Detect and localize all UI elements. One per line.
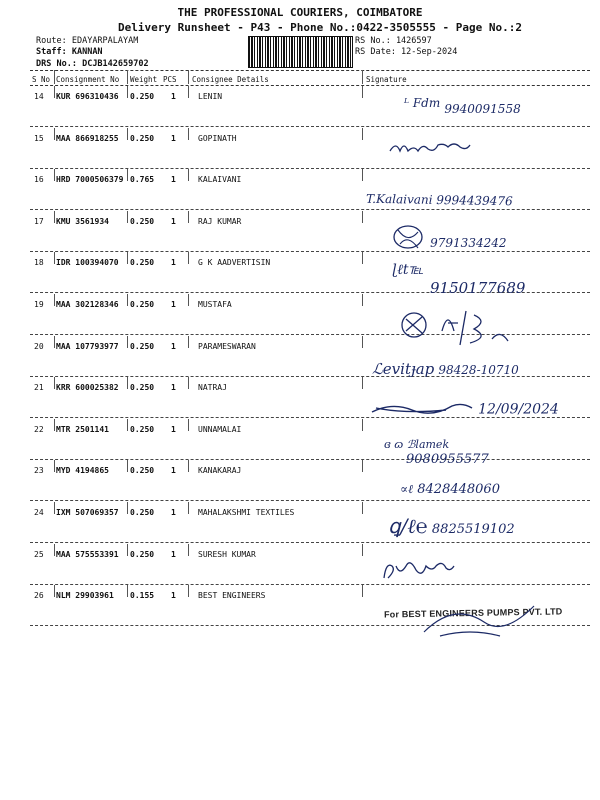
row-consignment-no: KRR 600025382 — [56, 383, 119, 393]
staff-line — [36, 47, 103, 57]
row-divider — [188, 377, 189, 389]
row-weight: 0.155 — [130, 591, 155, 601]
row-consignment-no: KUR 696310436 — [56, 92, 119, 101]
row-pcs: 1 — [171, 216, 176, 226]
col-divider — [54, 70, 55, 84]
row-weight: 0.250 — [130, 341, 155, 351]
row-divider — [127, 544, 128, 556]
row-consignee: NATRAJ — [198, 383, 227, 393]
date-natraj: 12/09/2024 — [478, 401, 559, 418]
signature-natraj — [370, 400, 559, 420]
row-divider — [54, 211, 55, 223]
row-divider — [127, 252, 128, 264]
row-divider — [362, 377, 363, 389]
phone-gk-aadvertisin: 9150177689 — [430, 279, 526, 297]
row-divider — [362, 86, 363, 98]
row-sno: 26 — [34, 591, 44, 601]
row-divider — [362, 169, 363, 181]
signature-kalaivani: T.Kalaivani 9994439476 — [365, 191, 513, 209]
row-consignment-no: MAA 866918255 — [56, 133, 119, 143]
drs-value: DCJB142659702 — [82, 59, 149, 69]
row-pcs: 1 — [171, 133, 176, 143]
header-rule-top — [30, 70, 590, 71]
row-consignment-no: NLM 29903961 — [56, 591, 114, 601]
row-divider — [54, 502, 55, 514]
row-sno: 17 — [34, 216, 44, 226]
row-divider — [188, 460, 189, 472]
col-divider — [362, 70, 363, 84]
signature-mahalakshmi: ꝗ/ℓ℮ 8825519102 — [388, 514, 515, 538]
row-divider — [188, 128, 189, 140]
row-divider — [188, 419, 189, 431]
row-weight: 0.250 — [130, 133, 155, 143]
table-row — [30, 460, 590, 501]
row-divider — [54, 336, 55, 348]
route-label: Route: — [36, 36, 67, 46]
signature-rajkumar — [390, 222, 507, 252]
row-divider — [127, 86, 128, 98]
row-divider — [188, 294, 189, 306]
row-weight: 0.250 — [130, 549, 155, 559]
row-divider — [188, 502, 189, 514]
row-sno: 25 — [34, 549, 44, 559]
row-pcs: 1 — [171, 424, 176, 434]
col-signature: Signature — [366, 75, 407, 84]
signature-gk-aadvertisin: ɭℓt℡ 9150177689 — [392, 262, 526, 297]
row-weight: 0.250 — [130, 216, 155, 226]
row-consignment-no: IDR 100394070 — [56, 258, 119, 268]
route-value: EDAYARPALAYAM — [71, 36, 139, 46]
row-sno: 19 — [34, 300, 44, 309]
row-pcs: 1 — [171, 383, 176, 393]
row-consignment-no: MAA 302128346 — [56, 300, 119, 309]
row-sno: 14 — [34, 92, 44, 101]
col-divider — [188, 70, 189, 84]
row-consignee: GOPINATH — [198, 133, 237, 143]
row-divider — [54, 585, 55, 597]
row-divider — [127, 419, 128, 431]
signature-scribble — [390, 222, 426, 252]
row-weight: 0.250 — [130, 424, 155, 434]
row-weight: 0.250 — [130, 383, 155, 393]
row-divider — [362, 502, 363, 514]
row-consignee: MUSTAFA — [198, 300, 232, 309]
row-pcs: 1 — [171, 300, 176, 309]
row-consignee: UNNAMALAI — [198, 424, 242, 434]
row-divider — [362, 544, 363, 556]
signature-kanakaraj: ∝ℓ 8428448060 — [400, 482, 500, 497]
table-row — [30, 128, 590, 169]
row-divider — [127, 460, 128, 472]
row-divider — [188, 585, 189, 597]
row-divider — [362, 128, 363, 140]
row-divider — [362, 419, 363, 431]
row-sno: 23 — [34, 466, 44, 476]
row-pcs: 1 — [171, 508, 176, 517]
row-divider — [127, 502, 128, 514]
row-weight: 0.250 — [130, 508, 155, 517]
phone-mahalakshmi: 8825519102 — [431, 522, 515, 537]
row-divider — [362, 585, 363, 597]
row-pcs: 1 — [171, 549, 176, 559]
signature-scribble — [370, 400, 474, 420]
phone-kanakaraj: 8428448060 — [417, 482, 500, 497]
signature-parameswaran: ℒevitɟap 98428-10710 — [372, 360, 519, 378]
row-divider — [127, 294, 128, 306]
staff-label: Staff: — [36, 47, 67, 57]
row-pcs: 1 — [171, 175, 176, 185]
table-row — [30, 544, 590, 585]
row-divider — [54, 419, 55, 431]
row-consignee: MAHALAKSHMI TEXTILES — [198, 508, 295, 517]
col-sno: S No — [32, 75, 51, 84]
row-weight: 0.250 — [130, 466, 155, 476]
drs-line — [36, 59, 149, 69]
row-divider — [54, 544, 55, 556]
row-divider — [127, 211, 128, 223]
row-consignment-no: MAA 107793977 — [56, 341, 119, 351]
row-consignment-no: MTR 2501141 — [56, 424, 109, 434]
stamp-signature — [420, 602, 550, 642]
row-pcs: 1 — [171, 466, 176, 476]
row-consignment-no: MAA 575553391 — [56, 549, 119, 559]
phone-lenin: 9940091558 — [444, 102, 521, 116]
col-consignment: Consignment No — [56, 75, 120, 84]
barcode — [248, 36, 353, 68]
row-divider — [362, 252, 363, 264]
row-divider — [188, 211, 189, 223]
row-divider — [54, 128, 55, 140]
row-divider — [188, 169, 189, 181]
row-divider — [127, 169, 128, 181]
row-divider — [54, 294, 55, 306]
col-divider — [127, 70, 128, 84]
row-divider — [54, 86, 55, 98]
phone-rajkumar: 9791334242 — [430, 235, 507, 250]
rs-number: RS No.: 1426597 — [355, 36, 432, 46]
rs-date: RS Date: 12-Sep-2024 — [355, 47, 458, 57]
row-weight: 0.250 — [130, 92, 155, 101]
row-divider — [127, 585, 128, 597]
signature-suresh-kumar — [378, 556, 468, 586]
row-divider — [362, 211, 363, 223]
row-divider — [127, 377, 128, 389]
signature-mustafa — [396, 305, 526, 349]
staff-value: KANNAN — [71, 47, 103, 57]
runsheet-subtitle: Delivery Runsheet - P43 - Phone No.:0422-3505555 - Page No.:2 — [118, 21, 522, 34]
row-divider — [188, 252, 189, 264]
row-divider — [362, 294, 363, 306]
row-divider — [54, 460, 55, 472]
row-divider — [188, 336, 189, 348]
row-consignment-no: KMU 3561934 — [56, 216, 109, 226]
row-divider — [127, 336, 128, 348]
row-sno: 22 — [34, 424, 44, 434]
row-divider — [362, 336, 363, 348]
row-pcs: 1 — [171, 341, 176, 351]
row-consignee: SURESH KUMAR — [198, 549, 256, 559]
row-sno: 21 — [34, 383, 44, 393]
row-divider — [188, 86, 189, 98]
company-title: THE PROFESSIONAL COURIERS, COIMBATORE — [177, 6, 423, 19]
row-pcs: 1 — [171, 591, 176, 601]
signature-lenin: ᴸ Fdm 9940091558 — [404, 96, 521, 116]
row-consignee: RAJ KUMAR — [198, 216, 242, 226]
row-consignee: BEST ENGINEERS — [198, 591, 266, 601]
drs-label: DRS No.: — [36, 59, 77, 69]
row-pcs: 1 — [171, 258, 176, 268]
row-consignee: LENIN — [198, 92, 223, 101]
row-divider — [127, 128, 128, 140]
row-consignment-no: MYD 4194865 — [56, 466, 109, 476]
row-consignee: G K AADVERTISIN — [198, 258, 271, 268]
row-consignment-no: HRD 7000506379 — [56, 175, 124, 185]
row-pcs: 1 — [171, 92, 176, 101]
row-weight: 0.250 — [130, 300, 155, 309]
route-line — [36, 36, 138, 46]
row-consignee: PARAMESWARAN — [198, 341, 256, 351]
col-weight: Weight — [130, 75, 158, 84]
row-weight: 0.765 — [130, 175, 155, 185]
row-sno: 20 — [34, 341, 44, 351]
row-consignment-no: IXM 507069357 — [56, 508, 119, 517]
row-sno: 18 — [34, 258, 44, 268]
row-consignee: KANAKARAJ — [198, 466, 242, 476]
row-divider — [54, 377, 55, 389]
row-consignee: KALAIVANI — [198, 175, 242, 185]
row-weight: 0.250 — [130, 258, 155, 268]
row-sno: 16 — [34, 175, 44, 185]
row-divider — [54, 169, 55, 181]
row-sno: 24 — [34, 508, 44, 517]
row-divider — [54, 252, 55, 264]
phone-parameswaran: 98428-10710 — [438, 363, 519, 377]
row-divider — [188, 544, 189, 556]
row-divider — [362, 460, 363, 472]
signature-unnamalai: ɞ ɷ ℬlamek 9080955577 — [384, 438, 489, 467]
phone-unnamalai: 9080955577 — [406, 452, 489, 467]
table-row — [30, 419, 590, 460]
col-consignee: Consignee Details — [192, 75, 269, 84]
company-stamp: For BEST ENGINEERS PUMPS PVT. LTD — [383, 606, 563, 620]
signature-gopinath — [385, 137, 505, 161]
col-pcs: PCS — [163, 75, 177, 84]
row-sno: 15 — [34, 133, 44, 143]
